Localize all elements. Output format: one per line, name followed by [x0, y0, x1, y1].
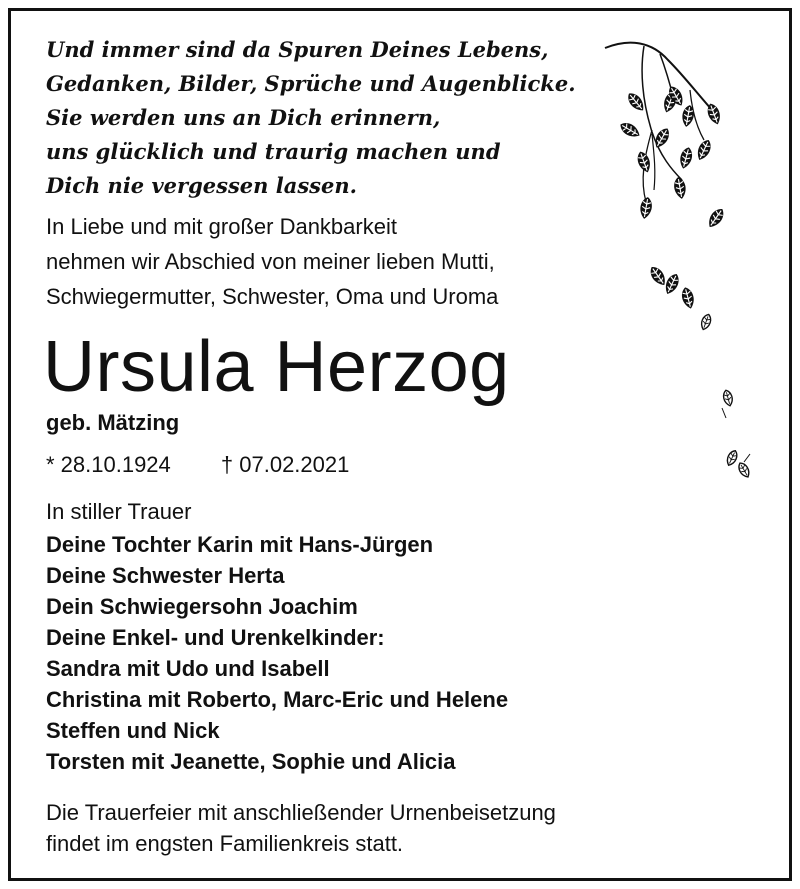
- funeral-note-line: findet im engsten Familienkreis statt.: [46, 831, 404, 856]
- mourner-line: Steffen und Nick: [46, 718, 220, 743]
- intro-line: Schwiegermutter, Schwester, Oma und Uroma: [46, 284, 499, 309]
- mourners-list: [46, 529, 508, 777]
- funeral-note-line: Die Trauerfeier mit anschließender Urnenbeisetzung: [46, 800, 556, 825]
- birth-date: * 28.10.1924: [46, 452, 171, 477]
- poem-line: Gedanken, Bilder, Sprüche und Augenblicke.: [46, 71, 576, 96]
- mourner-line: Deine Enkel- und Urenkelkinder:: [46, 625, 385, 650]
- mourner-line: Torsten mit Jeanette, Sophie und Alicia: [46, 749, 456, 774]
- mourner-line: Deine Tochter Karin mit Hans-Jürgen: [46, 532, 434, 557]
- mourner-line: Christina mit Roberto, Marc-Eric und Helene: [46, 687, 509, 712]
- poem-line: Sie werden uns an Dich erinnern,: [46, 105, 441, 130]
- maiden-name: geb. Mätzing: [46, 410, 180, 435]
- memorial-poem: [46, 33, 576, 203]
- intro-line: nehmen wir Abschied von meiner lieben Mutti,: [46, 249, 495, 274]
- mourner-line: Sandra mit Udo und Isabell: [46, 656, 330, 681]
- mourner-line: Deine Schwester Herta: [46, 563, 285, 588]
- poem-line: uns glücklich und traurig machen und: [46, 139, 501, 164]
- poem-line: Dich nie vergessen lassen.: [46, 173, 357, 198]
- life-dates: [46, 449, 349, 481]
- death-date: † 07.02.2021: [220, 452, 350, 477]
- deceased-name: Ursula Herzog: [43, 327, 510, 407]
- mourners-intro: In stiller Trauer: [46, 499, 192, 524]
- mourner-line: Dein Schwiegersohn Joachim: [46, 594, 358, 619]
- farewell-intro: [46, 209, 498, 314]
- funeral-note: [46, 797, 556, 859]
- poem-line: Und immer sind da Spuren Deines Lebens,: [46, 37, 549, 62]
- falling-birch-leaves-icon: [600, 30, 770, 490]
- intro-line: In Liebe und mit großer Dankbarkeit: [46, 214, 397, 239]
